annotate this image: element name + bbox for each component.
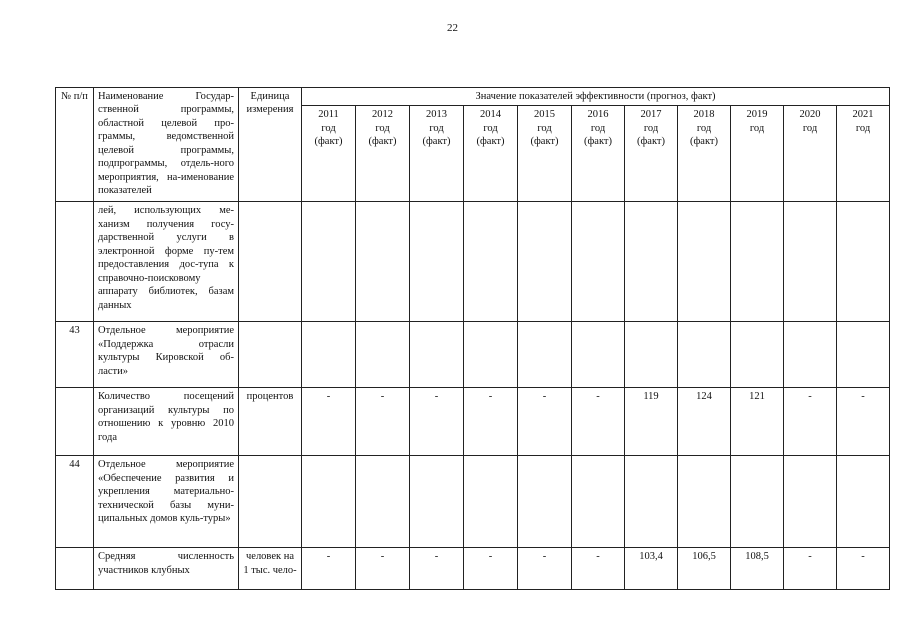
header-year-year: 2013 [426, 109, 447, 121]
row-value [302, 456, 356, 548]
table-row [56, 322, 890, 388]
row-unit: человек на 1 тыс. чело- [239, 548, 302, 590]
row-value: - [784, 548, 837, 590]
header-year-unit: год [855, 122, 871, 134]
row-num: 43 [56, 322, 94, 388]
header-year-2017 [625, 106, 678, 202]
row-value [678, 322, 731, 388]
header-year-unit: год [321, 122, 336, 134]
table-row [56, 388, 890, 456]
row-value [410, 322, 464, 388]
row-num [56, 548, 94, 590]
row-value [302, 322, 356, 388]
header-year-kind: (факт) [476, 136, 505, 148]
row-value [625, 456, 678, 548]
row-value [572, 456, 625, 548]
header-year-2012 [356, 106, 410, 202]
header-year-unit: год [375, 122, 390, 134]
header-year-2013 [410, 106, 464, 202]
row-value [410, 456, 464, 548]
row-value: - [302, 388, 356, 456]
row-num [56, 388, 94, 456]
header-year-year: 2012 [372, 109, 393, 121]
row-value: 121 [731, 388, 784, 456]
header-year-unit: год [590, 122, 606, 134]
header-year-2011 [302, 106, 356, 202]
row-value [625, 322, 678, 388]
row-value [837, 456, 890, 548]
row-value: - [410, 388, 464, 456]
row-value: 119 [625, 388, 678, 456]
row-value [356, 322, 410, 388]
header-year-year: 2018 [693, 109, 715, 121]
header-year-unit: год [483, 122, 498, 134]
row-value: 124 [678, 388, 731, 456]
row-value: - [356, 548, 410, 590]
row-value: - [837, 388, 890, 456]
header-year-kind: (факт) [689, 136, 718, 148]
row-value: - [837, 548, 890, 590]
row-value: 108,5 [731, 548, 784, 590]
row-value [464, 322, 518, 388]
header-year-kind: (факт) [368, 136, 397, 148]
row-unit [239, 456, 302, 548]
header-year-year: 2020 [799, 109, 821, 121]
row-value [678, 456, 731, 548]
row-value [837, 202, 890, 322]
header-year-2020 [784, 106, 837, 202]
row-value [464, 456, 518, 548]
header-year-2016 [572, 106, 625, 202]
row-name: лей, использующих ме-ханизм получения госу-дарственной услуги в электронной форме пу-тем предоставления дос-тупа к справочно-поисковому аппарату библиотек, базам данных [94, 202, 239, 322]
row-value [784, 322, 837, 388]
row-value: - [572, 388, 625, 456]
row-value [572, 202, 625, 322]
header-year-unit: год [802, 122, 818, 134]
header-year-year: 2021 [852, 109, 874, 121]
row-value [356, 202, 410, 322]
row-value: - [464, 548, 518, 590]
header-year-unit: год [749, 122, 765, 134]
header-year-2019 [731, 106, 784, 202]
header-year-year: 2015 [534, 109, 555, 121]
row-value [678, 202, 731, 322]
header-year-year: 2019 [746, 109, 768, 121]
row-value: 103,4 [625, 548, 678, 590]
row-value [572, 322, 625, 388]
row-value [410, 202, 464, 322]
row-value [518, 456, 572, 548]
row-value [302, 202, 356, 322]
row-value: - [302, 548, 356, 590]
header-year-kind: (факт) [422, 136, 451, 148]
header-num: № п/п [56, 88, 94, 202]
header-values-group: Значение показателей эффективности (прогноз, факт) [302, 88, 890, 106]
row-value [784, 202, 837, 322]
row-value [731, 456, 784, 548]
row-value [731, 202, 784, 322]
header-year-kind: (факт) [530, 136, 559, 148]
row-num [56, 202, 94, 322]
row-value [837, 322, 890, 388]
row-name: Отдельное мероприятие «Обеспечение развития и укрепления материально-технической базы муни-ципальных домов куль-туры» [94, 456, 239, 548]
table-row [56, 202, 890, 322]
header-name: Наименование Государ-ственной программы, областной целевой про-граммы, ведомственной целевой программы, подпрограммы, отдель-ного мероприятия, на-именование показателей [94, 88, 239, 202]
row-value [784, 456, 837, 548]
header-year-kind: (факт) [636, 136, 665, 148]
row-unit [239, 202, 302, 322]
row-value: - [464, 388, 518, 456]
header-year-unit: год [429, 122, 444, 134]
row-value [518, 202, 572, 322]
row-value [731, 322, 784, 388]
header-year-unit: год [537, 122, 552, 134]
indicators-table [55, 87, 890, 590]
header-year-kind: (факт) [583, 136, 612, 148]
header-year-year: 2014 [480, 109, 501, 121]
header-year-year: 2017 [640, 109, 662, 121]
row-unit: процентов [239, 388, 302, 456]
page-number: 22 [447, 22, 458, 34]
row-value [464, 202, 518, 322]
header-year-year: 2016 [587, 109, 609, 121]
row-value: - [518, 388, 572, 456]
row-value: - [784, 388, 837, 456]
row-value [625, 202, 678, 322]
header-year-2018 [678, 106, 731, 202]
row-num: 44 [56, 456, 94, 548]
header-year-unit: год [696, 122, 712, 134]
row-name: Количество посещений организаций культуры по отношению к уровню 2010 года [94, 388, 239, 456]
table-row [56, 548, 890, 590]
row-name: Средняя численность участников клубных [94, 548, 239, 590]
row-value [356, 456, 410, 548]
row-value: 106,5 [678, 548, 731, 590]
row-name: Отдельное мероприятие «Поддержка отрасли культуры Кировской об-ласти» [94, 322, 239, 388]
table-row [56, 456, 890, 548]
header-unit: Единица измерения [239, 88, 302, 202]
header-year-2014 [464, 106, 518, 202]
header-year-kind: (факт) [314, 136, 343, 148]
row-value: - [572, 548, 625, 590]
row-value: - [410, 548, 464, 590]
row-value: - [518, 548, 572, 590]
header-year-unit: год [643, 122, 659, 134]
header-year-2015 [518, 106, 572, 202]
header-row [56, 88, 890, 106]
row-value: - [356, 388, 410, 456]
header-year-2021 [837, 106, 890, 202]
row-value [518, 322, 572, 388]
header-year-year: 2011 [318, 109, 339, 121]
row-unit [239, 322, 302, 388]
